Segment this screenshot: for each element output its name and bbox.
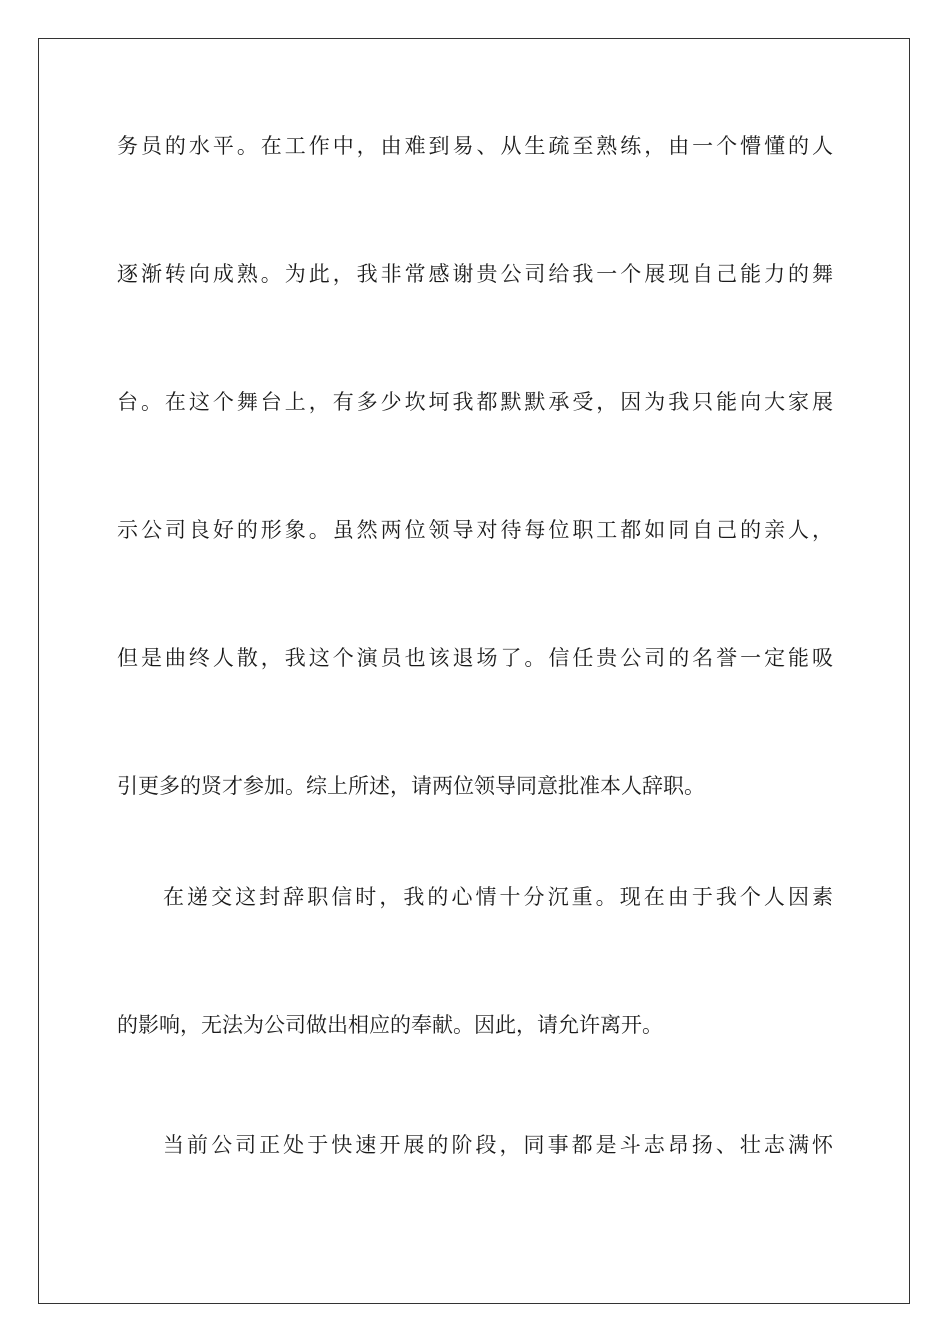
paragraph-first-line: 当前公司正处于快速开展的阶段，同事都是斗志昂扬、壮志满怀 (163, 1133, 833, 1157)
text-line: 示公司良好的形象。虽然两位领导对待每位职工都如同自己的亲人， (117, 518, 833, 542)
text-line: 务员的水平。在工作中，由难到易、从生疏至熟练，由一个懵懂的人 (117, 134, 833, 158)
text-line: 的影响，无法为公司做出相应的奉献。因此，请允许离开。 (117, 1013, 663, 1037)
text-line: 逐渐转向成熟。为此，我非常感谢贵公司给我一个展现自己能力的舞 (117, 262, 833, 286)
text-line: 台。在这个舞台上，有多少坎坷我都默默承受，因为我只能向大家展 (117, 390, 833, 414)
text-line: 但是曲终人散，我这个演员也该退场了。信任贵公司的名誉一定能吸 (117, 646, 833, 670)
paragraph-first-line: 在递交这封辞职信时，我的心情十分沉重。现在由于我个人因素 (163, 885, 833, 909)
text-line: 引更多的贤才参加。综上所述，请两位领导同意批准本人辞职。 (117, 774, 705, 798)
